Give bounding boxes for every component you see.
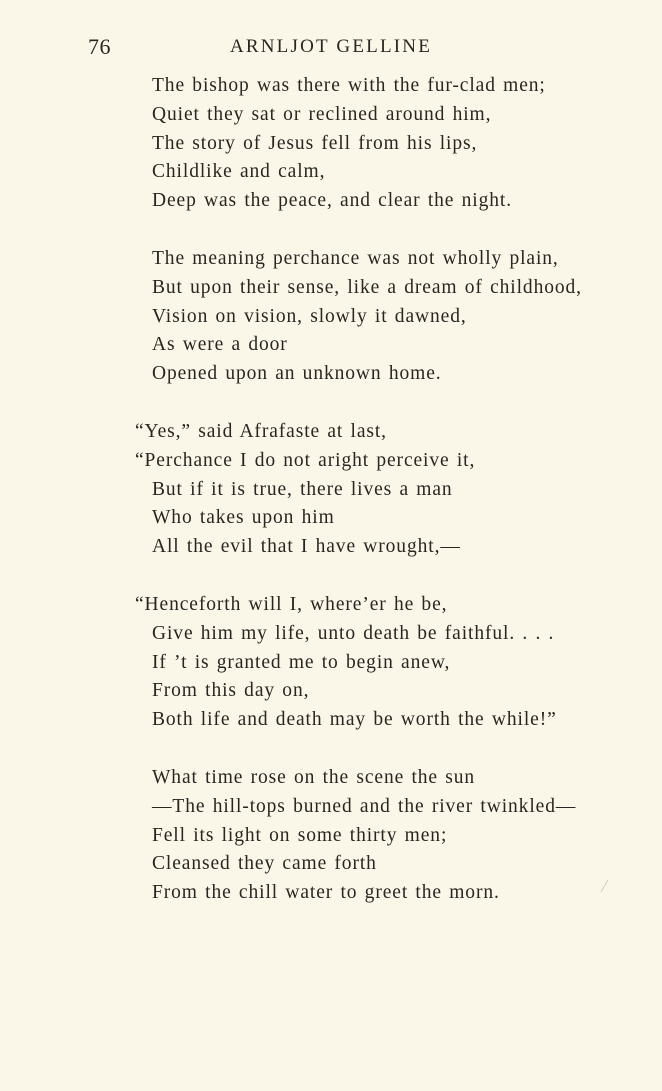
verse-line: Quiet they sat or reclined around him, (152, 103, 492, 125)
verse-line: —The hill-tops burned and the river twinkled— (152, 795, 577, 817)
verse-line: The story of Jesus fell from his lips, (152, 132, 478, 154)
poem-body (135, 72, 652, 937)
verse-line: What time rose on the scene the sun (152, 766, 476, 788)
verse-line: Both life and death may be worth the while!” (152, 709, 557, 731)
verse-line: Who takes upon him (152, 507, 335, 529)
verse-line: But if it is true, there lives a man (152, 478, 453, 500)
verse-line: Cleansed they came forth (152, 853, 377, 875)
stanza-2 (152, 245, 652, 389)
verse-line: The bishop was there with the fur-clad men; (152, 75, 546, 96)
page-number: 76 (88, 34, 111, 59)
verse-line: All the evil that I have wrought,— (152, 536, 461, 558)
verse-line: From the chill water to greet the morn. (152, 882, 500, 904)
stanza-1 (152, 72, 652, 216)
verse-line: “Perchance I do not aright perceive it, (135, 449, 476, 471)
verse-line: Give him my life, unto death be faithful. . . . (152, 622, 555, 644)
verse-line: Fell its light on some thirty men; (152, 824, 448, 846)
verse-line: Deep was the peace, and clear the night. (152, 190, 512, 212)
verse-line: Childlike and calm, (152, 161, 326, 183)
verse-line: Opened upon an unknown home. (152, 363, 442, 385)
verse-line: If ’t is granted me to begin anew, (152, 651, 451, 673)
stanza-4 (135, 591, 652, 735)
verse-line: But upon their sense, like a dream of childhood, (152, 276, 582, 298)
stanza-3 (135, 418, 652, 562)
running-head: ARNLJOT GELLINE (229, 36, 433, 57)
verse-line: As were a door (152, 334, 288, 356)
verse-line: Vision on vision, slowly it dawned, (152, 305, 467, 327)
verse-line: From this day on, (152, 680, 310, 702)
verse-line: “Henceforth will I, where’er he be, (135, 593, 448, 615)
verse-line: “Yes,” said Afrafaste at last, (135, 420, 387, 442)
verse-line: The meaning perchance was not wholly plain, (152, 247, 559, 269)
stanza-5 (152, 764, 652, 908)
